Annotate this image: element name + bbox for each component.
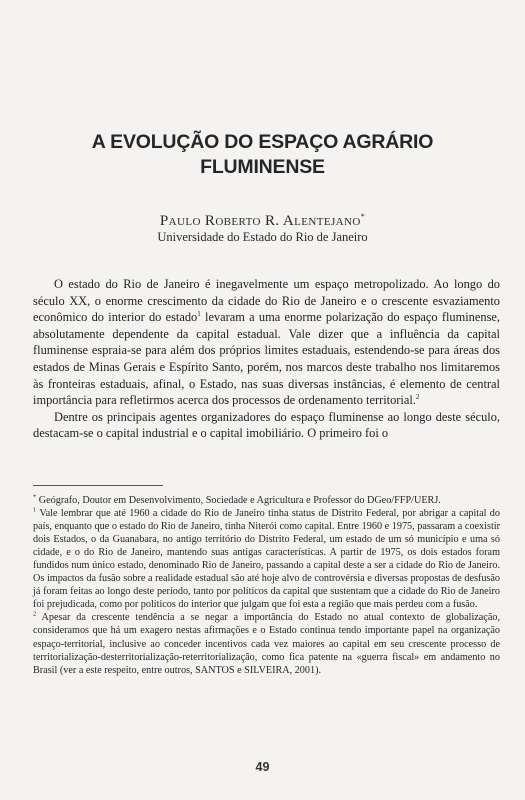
author-name-line bbox=[40, 208, 485, 230]
author-affiliation: Universidade do Estado do Rio de Janeiro bbox=[157, 230, 368, 244]
author-footnote-mark: * bbox=[360, 212, 366, 221]
footnote-2 bbox=[33, 611, 500, 676]
paragraph-1-text-b: levaram a uma enorme polarização do espaço fluminense, absolutamente dependente da capital estadual. Vale dizer que a influência da capital fluminense espraia-se para além dos próprios limites estaduais, estendendo-se para áreas dos estados de Minas Gerais e Espírito Santo, porém, nos marcos deste trabalho nos limitaremos às fronteiras estaduais, afinal, o Estado, nas suas diversas instâncias, é elemento de central importância para refletirmos acerca dos processos de ordenamento territorial. bbox=[33, 310, 500, 408]
footnote-1-text: Vale lembrar que até 1960 a cidade do Rio de Janeiro tinha status de Distrito Federal, por abrigar a capital do país, enquanto que o estado do Rio de Janeiro, tinha Niterói como capital. Entre 1960 e 1975, passaram a coexistir dois Estados, o da Guanabara, no antigo território do Distrito Federal, um estado de um só município e uma só cidade, e o do Rio de Janeiro, mantendo suas antigas características. A partir de 1975, os dois estados foram fundidos num único estado, denominado Rio de Janeiro, passando a capital deste a ser a cidade do Rio de Janeiro. Os impactos da fusão sobre a realidade estadual são até hoje alvo de controvérsia e diversas propostas de desfusão já foram feitas ao longo deste período, tanto por políticos da capital que sustentam que a cidade do Rio de Janeiro foi prejudicada, como por políticos do interior que julgam que foi esta a região que mais perdeu com a fusão. bbox=[33, 508, 500, 611]
page-number: 49 bbox=[255, 760, 270, 774]
footnote-author-mark: * bbox=[33, 493, 37, 501]
footnote-2-text: Apesar da crescente tendência a se negar a importância do Estado no atual contexto de globalização, consideramos que há um exagero nestas afirmações e o Estado continua tendo importante papel na organização espaço-territorial, inclusive ao conceder incentivos cada vez maiores ao capital em seu crescente processo de territorialização-desterritorialização-reterritorialização, como fica patente na «guerra fiscal» em andamento no Brasil (ver a este respeito, entre outros, SANTOS e SILVEIRA, 2001). bbox=[33, 612, 500, 676]
author-name: Paulo Roberto R. Alentejano bbox=[159, 213, 361, 229]
footnote-author-text: Geógrafo, Doutor em Desenvolvimento, Sociedade e Agricultura e Professor do DGeo/FFP/UERJ. bbox=[36, 495, 441, 506]
footnote-1-mark: 1 bbox=[33, 506, 37, 514]
paragraph-1-text-a: O estado do Rio de Janeiro é inegavelmente um espaço metropolizado. Ao longo do século XX, o enorme crescimento da cidade do Rio de Janeiro e o crescente esvaziamento econômico do interior do estado bbox=[33, 277, 500, 325]
paragraph-1 bbox=[33, 276, 500, 409]
title-line-1: A EVOLUÇÃO DO ESPAÇO AGRÁRIO bbox=[91, 131, 434, 153]
title-line-2: FLUMINENSE bbox=[200, 156, 325, 178]
footnote-1 bbox=[33, 507, 500, 611]
article-title bbox=[40, 130, 485, 180]
footnote-2-mark: 2 bbox=[33, 611, 37, 619]
footnote-ref-2: 2 bbox=[415, 393, 420, 402]
footnote-ref-1: 1 bbox=[197, 310, 201, 319]
footnotes bbox=[33, 494, 500, 677]
paragraph-2: Dentre os principais agentes organizadores do espaço fluminense ao longo deste século, destacam-se o capital industrial e o capital imobiliário. O primeiro foi o bbox=[33, 409, 500, 441]
article-body bbox=[33, 276, 500, 442]
footnote-separator bbox=[33, 485, 163, 486]
footnote-author bbox=[33, 494, 500, 507]
